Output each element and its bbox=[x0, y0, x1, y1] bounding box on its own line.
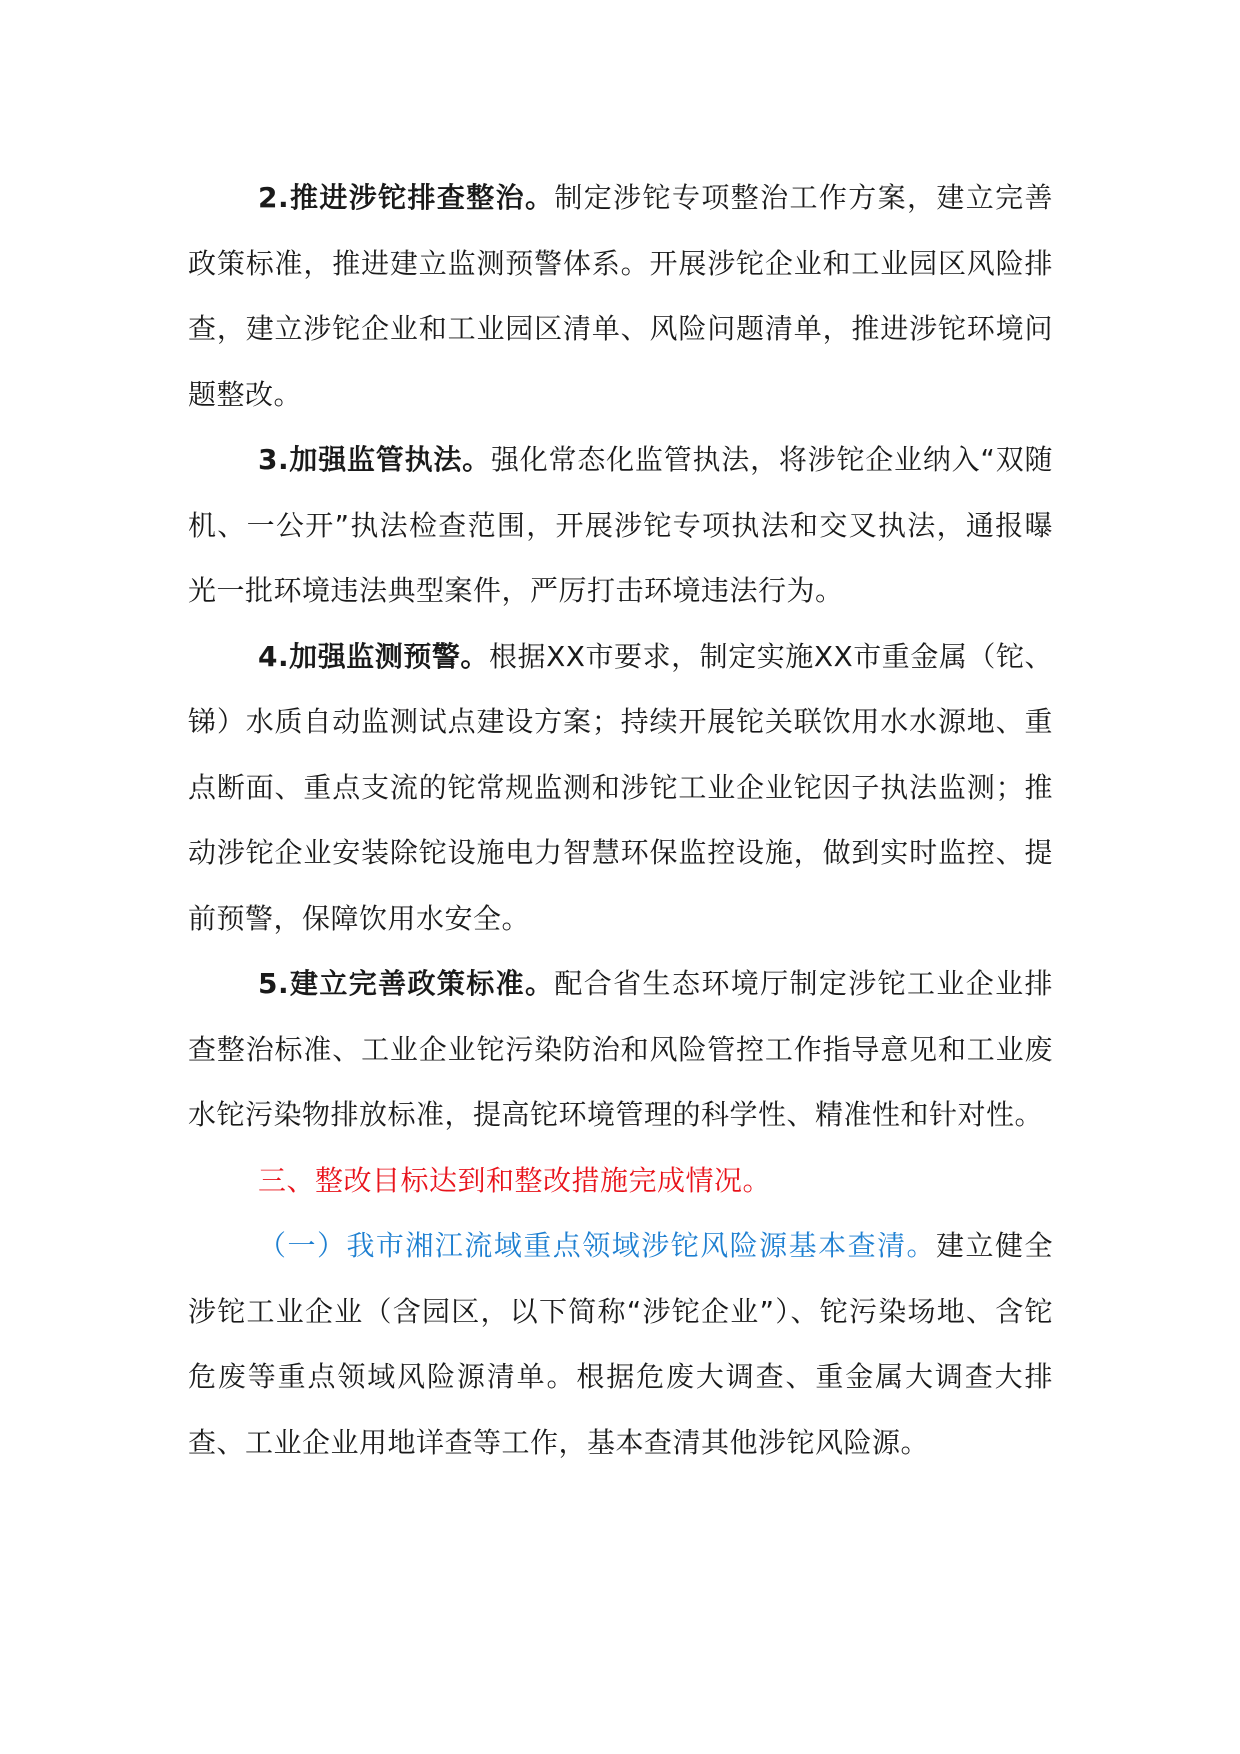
paragraph-body: 制定涉铊专项整治工作方案，建立完善政策标准，推进建立监测预警体系。开展涉铊企业和工业园区风险排查，建立涉铊企业和工业园区清单、风险问题清单，推进涉铊环境问题整改。 bbox=[188, 181, 1053, 411]
paragraph-lead: 2.推进涉铊排查整治。 bbox=[258, 181, 555, 214]
paragraph-lead: 3.加强监管执法。 bbox=[258, 443, 491, 476]
paragraph-lead: 4.加强监测预警。 bbox=[258, 639, 489, 673]
subsection-body: 建立健全涉铊工业企业（含园区，以下简称“涉铊企业”）、铊污染场地、含铊危废等重点领域风险源清单。根据危废大调查、重金属大调查大排查、工业企业用地详查等工作，基本查清其他涉铊风险源。 bbox=[188, 1229, 1053, 1459]
paragraph-monitoring bbox=[188, 624, 1053, 952]
paragraph-body: 配合省生态环境厅制定涉铊工业企业排查整治标准、工业企业铊污染防治和风险管控工作指导意见和工业废水铊污染物排放标准，提高铊环境管理的科学性、精准性和针对性。 bbox=[188, 967, 1053, 1131]
paragraph-enforcement bbox=[188, 427, 1053, 624]
paragraph-body: 强化常态化监管执法，将涉铊企业纳入“双随机、一公开”执法检查范围，开展涉铊专项执法和交叉执法，通报曝光一批环境违法典型案件，严厉打击环境违法行为。 bbox=[188, 443, 1053, 607]
paragraph-lead: 5.建立完善政策标准。 bbox=[258, 967, 555, 1000]
paragraph-policy-standards bbox=[188, 951, 1053, 1148]
paragraph-investigation bbox=[188, 165, 1053, 427]
section-heading: 三、整改目标达到和整改措施完成情况。 bbox=[258, 1163, 772, 1197]
document-page bbox=[188, 165, 1053, 1475]
subsection-heading: （一）我市湘江流域重点领域涉铊风险源基本查清。 bbox=[258, 1229, 937, 1262]
subsection-paragraph bbox=[188, 1213, 1053, 1475]
paragraph-body: 根据XX市要求，制定实施XX市重金属（铊、锑）水质自动监测试点建设方案；持续开展铊关联饮用水水源地、重点断面、重点支流的铊常规监测和涉铊工业企业铊因子执法监测；推动涉铊企业安装除铊设施电力智慧环保监控设施，做到实时监控、提前预警，保障饮用水安全。 bbox=[188, 639, 1054, 935]
